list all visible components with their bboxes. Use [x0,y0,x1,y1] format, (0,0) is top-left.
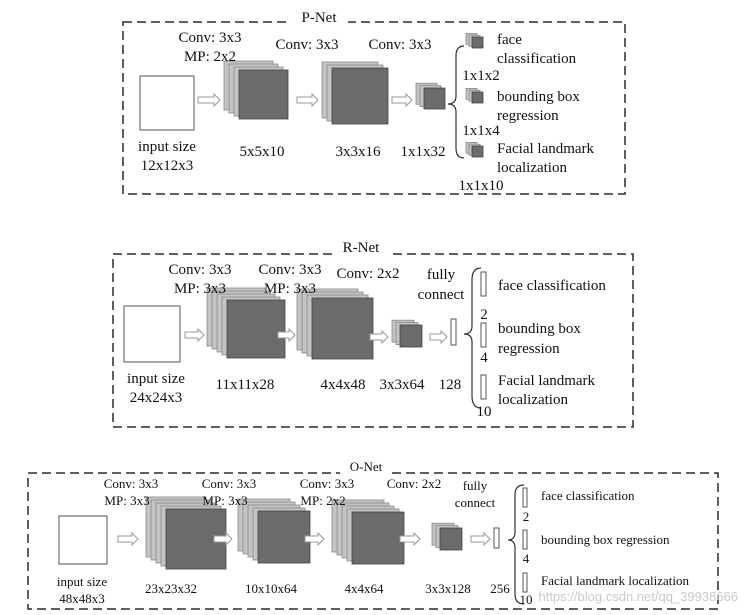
onet-layer2-op2: MP: 3x3 [202,493,248,508]
pnet-layer3-op1: Conv: 3x3 [368,37,432,53]
onet-layer2-op1: Conv: 3x3 [201,476,257,491]
pnet-out1-line1: face [497,32,522,48]
rnet-out2-line2: regression [498,341,560,357]
rnet-layer3-op1: Conv: 2x2 [336,266,400,282]
pnet-layer3-stack [416,83,445,109]
pnet-layer1-stack-front-map [239,70,288,119]
pnet-layer2-size: 3x3x16 [335,144,381,160]
onet-input-square [59,516,107,564]
pnet-section [123,8,625,194]
rnet-arrow-1 [185,329,204,341]
rnet-layer1-op2: MP: 3x3 [173,281,227,297]
rnet-layer1-op1: Conv: 3x3 [168,262,232,278]
onet-section [28,458,718,609]
onet-layer4-stack [432,523,462,550]
onet-layer2-stack-front-map [258,511,310,563]
rnet-layer3-stack-front-map [400,325,422,347]
pnet-out3-stack [466,142,483,157]
onet-layer2-stack [238,499,310,563]
rnet-fc-bar [451,319,456,345]
onet-title: O-Net [349,459,383,474]
onet-out1-bar [523,488,527,507]
rnet-out1-bar [481,272,486,296]
watermark-text: https://blog.csdn.net/qq_39938666 [538,589,738,604]
pnet-out2-line1: bounding box [497,89,580,105]
arrow-shape [198,94,220,106]
arrow-shape [430,331,447,343]
rnet-input-size: 24x24x3 [129,390,183,406]
pnet-input-label: input size [138,139,196,155]
onet-layer1-size: 23x23x32 [145,581,197,596]
pnet-layer1-size: 5x5x10 [239,144,285,160]
onet-out3-size: 10 [519,592,533,607]
onet-layer3-op2: MP: 2x2 [300,493,346,508]
onet-out2-bar [523,530,527,549]
onet-out1-size: 2 [522,509,530,524]
rnet-section [113,238,633,427]
pnet-layer2-stack-front-map [332,68,388,124]
pnet-out1-stack-front-map [472,37,483,48]
pnet-out3-size: 1x1x10 [458,178,504,194]
rnet-out2-size: 4 [480,350,488,366]
onet-layer3-op1: Conv: 3x3 [299,476,355,491]
pnet-out1-size: 1x1x2 [462,68,500,84]
rnet-out3-line2: localization [498,392,568,408]
rnet-layer3-size: 3x3x64 [379,377,425,393]
rnet-layer2-size: 4x4x48 [320,377,366,393]
pnet-output-brace [448,46,464,158]
onet-out2-size: 4 [522,551,530,566]
onet-layer3-stack-front-map [352,512,404,564]
onet-fc-size: 256 [490,581,510,596]
onet-layer4-size: 3x3x128 [425,581,471,596]
pnet-arrow-1 [198,94,220,106]
onet-out3-bar [523,573,527,592]
rnet-out1-size: 2 [480,307,488,323]
arrow-shape [118,533,138,545]
rnet-input-square [124,306,180,362]
pnet-layer3-size: 1x1x32 [400,144,446,160]
rnet-layer2-op2: MP: 3x3 [263,281,317,297]
pnet-out1-stack [466,33,483,48]
pnet-arrow-3 [392,94,412,106]
onet-layer3-size: 4x4x64 [344,581,384,596]
rnet-layer3-stack [392,320,422,347]
rnet-out3-size: 10 [476,404,492,420]
rnet-input-label: input size [127,371,185,387]
pnet-layer1-op2: MP: 2x2 [183,49,237,65]
rnet-layer1-stack [207,288,285,358]
onet-input-size: 48x48x3 [59,591,105,606]
rnet-fc-size: 128 [438,377,462,393]
rnet-layer2-stack [297,289,373,359]
rnet-layer2-op1: Conv: 3x3 [258,262,322,278]
rnet-out3-bar [481,375,486,399]
pnet-layer1-op1: Conv: 3x3 [178,30,242,46]
rnet-out1-label: face classification [498,278,606,294]
pnet-layer1-stack [224,61,288,119]
onet-input-label: input size [56,574,108,589]
rnet-out3-line1: Facial landmark [498,373,596,389]
pnet-title: P-Net [301,10,337,26]
onet-out2-label: bounding box regression [541,532,670,547]
pnet-out1-line2: classification [497,51,577,67]
onet-fc-line2: connect [454,495,496,510]
pnet-layer2-stack [322,62,388,124]
pnet-input-square [140,76,194,130]
rnet-title: R-Net [342,240,380,256]
rnet-output-brace [464,268,481,408]
onet-out3-label: Facial landmark localization [541,573,689,588]
onet-output-brace [508,485,524,604]
rnet-fc-line1: fully [426,267,456,283]
onet-layer2-size: 10x10x64 [245,581,297,596]
rnet-out2-bar [481,323,486,347]
onet-layer4-op1: Conv: 2x2 [386,476,442,491]
rnet-fc-line2: connect [417,287,465,303]
rnet-layer1-stack-front-map [227,300,285,358]
arrow-shape [392,94,412,106]
pnet-layer2-op1: Conv: 3x3 [275,37,339,53]
pnet-out3-stack-front-map [472,146,483,157]
pnet-out3-line1: Facial landmark [497,141,595,157]
pnet-out2-line2: regression [497,108,559,124]
onet-fc-line1: fully [462,478,488,493]
pnet-out3-line2: localization [497,160,567,176]
arrow-shape [471,533,490,545]
pnet-out2-stack-front-map [472,92,483,103]
onet-out1-label: face classification [541,488,635,503]
rnet-arrow-4 [430,331,447,343]
onet-arrow-5 [471,533,490,545]
rnet-layer1-size: 11x11x28 [215,377,275,393]
onet-layer1-op1: Conv: 3x3 [103,476,159,491]
rnet-out2-line1: bounding box [498,321,581,337]
pnet-out2-stack [466,88,483,103]
pnet-layer3-stack-front-map [424,88,445,109]
onet-fc-bar [494,528,499,548]
onet-arrow-1 [118,533,138,545]
onet-layer3-stack [332,500,404,564]
pnet-input-size: 12x12x3 [140,158,194,174]
pnet-arrow-2 [297,94,318,106]
rnet-layer2-stack-front-map [312,298,373,359]
pnet-out2-size: 1x1x4 [462,123,500,139]
onet-layer1-op2: MP: 3x3 [104,493,150,508]
arrow-shape [297,94,318,106]
onet-layer4-stack-front-map [440,528,462,550]
arrow-shape [185,329,204,341]
